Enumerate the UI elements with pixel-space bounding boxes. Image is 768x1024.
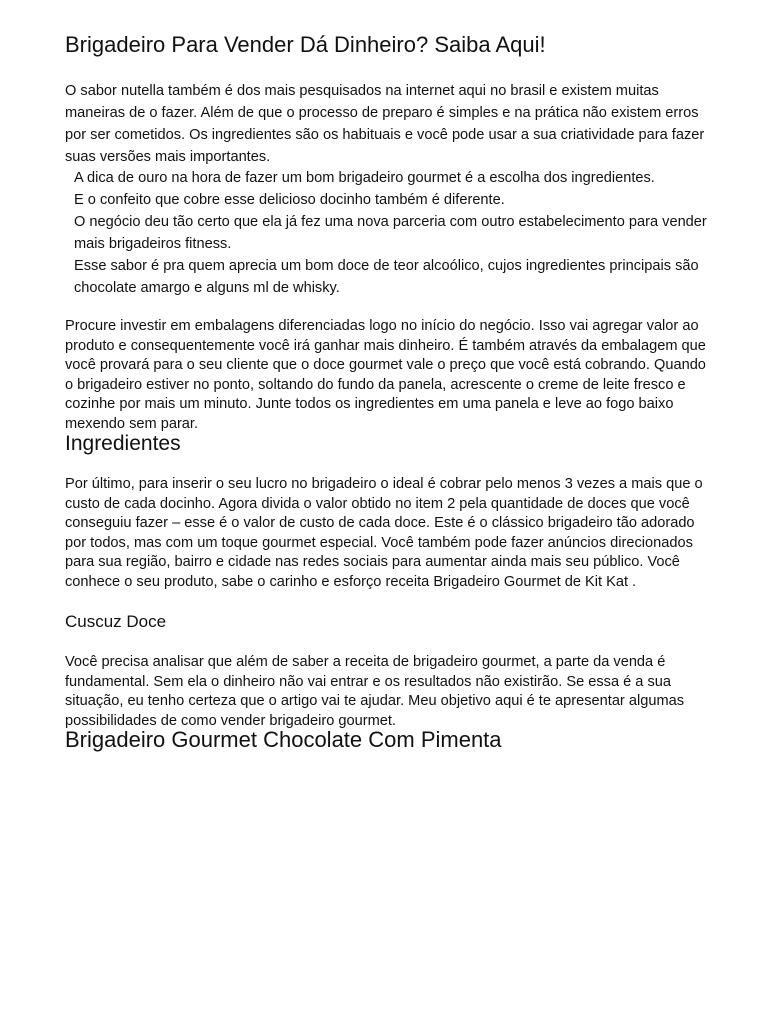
chocolate-pimenta-heading: Brigadeiro Gourmet Chocolate Com Pimenta <box>65 727 502 752</box>
intro-paragraph: O sabor nutella também é dos mais pesquisados na internet aqui no brasil e existem muitas maneiras de o fazer. Além de que o processo de preparo é simples e na prática não existem erros por ser cometidos. Os ingredientes são os habituais e você pode usar a sua criatividade para fazer suas versões mais importantes. <box>65 83 705 165</box>
list-item: O negócio deu tão certo que ela já fez uma nova parceria com outro estabelecimento para vender mais brigadeiros fitness. <box>74 214 707 252</box>
list-item: Esse sabor é pra quem aprecia um bom doce de teor alcoólico, cujos ingredientes principais são chocolate amargo e alguns ml de whisky. <box>74 258 699 296</box>
tips-list <box>74 167 715 299</box>
selling-paragraph: Você precisa analisar que além de saber a receita de brigadeiro gourmet, a parte da venda é fundamental. Sem ela o dinheiro não vai entrar e os resultados não existirão. Se essa é a sua situação, eu tenho certeza que o artigo vai te ajudar. Meu objetivo aqui é te apresentar algumas possibilidades de como vender brigadeiro gourmet. <box>65 654 685 729</box>
list-item: A dica de ouro na hora de fazer um bom brigadeiro gourmet é a escolha dos ingredientes. <box>74 170 655 186</box>
cuscuz-doce-heading: Cuscuz Doce <box>65 612 167 631</box>
packaging-paragraph: Procure investir em embalagens diferenciadas logo no início do negócio. Isso vai agregar valor ao produto e consequentemente você irá ganhar mais dinheiro. É também através da embalagem que você provará para o seu cliente que o doce gourmet vale o preço que você está cobrando. Quando o brigadeiro estiver no ponto, soltando do fundo da panela, acrescente o creme de leite fresco e cozinhe por mais um minuto. Junte todos os ingredientes em uma panela e leve ao fogo baixo mexendo sem parar. <box>65 318 706 432</box>
ingredients-heading: Ingredientes <box>65 432 181 455</box>
page-title: Brigadeiro Para Vender Dá Dinheiro? Saiba Aqui! <box>65 32 546 57</box>
list-item: E o confeito que cobre esse delicioso docinho também é diferente. <box>74 192 505 208</box>
pricing-paragraph: Por último, para inserir o seu lucro no brigadeiro o ideal é cobrar pelo menos 3 vezes a mais que o custo de cada docinho. Agora divida o valor obtido no item 2 pela quantidade de doces que você conseguiu fazer – esse é o valor de custo de cada doce. Este é o clássico brigadeiro tão adorado por todos, mas com um toque gourmet especial. Você também pode fazer anúncios direcionados para sua região, bairro e cidade nas redes sociais para aumentar ainda mais seu público. Você conhece o seu produto, sabe o carinho e esforço receita Brigadeiro Gourmet de Kit Kat . <box>65 476 703 590</box>
